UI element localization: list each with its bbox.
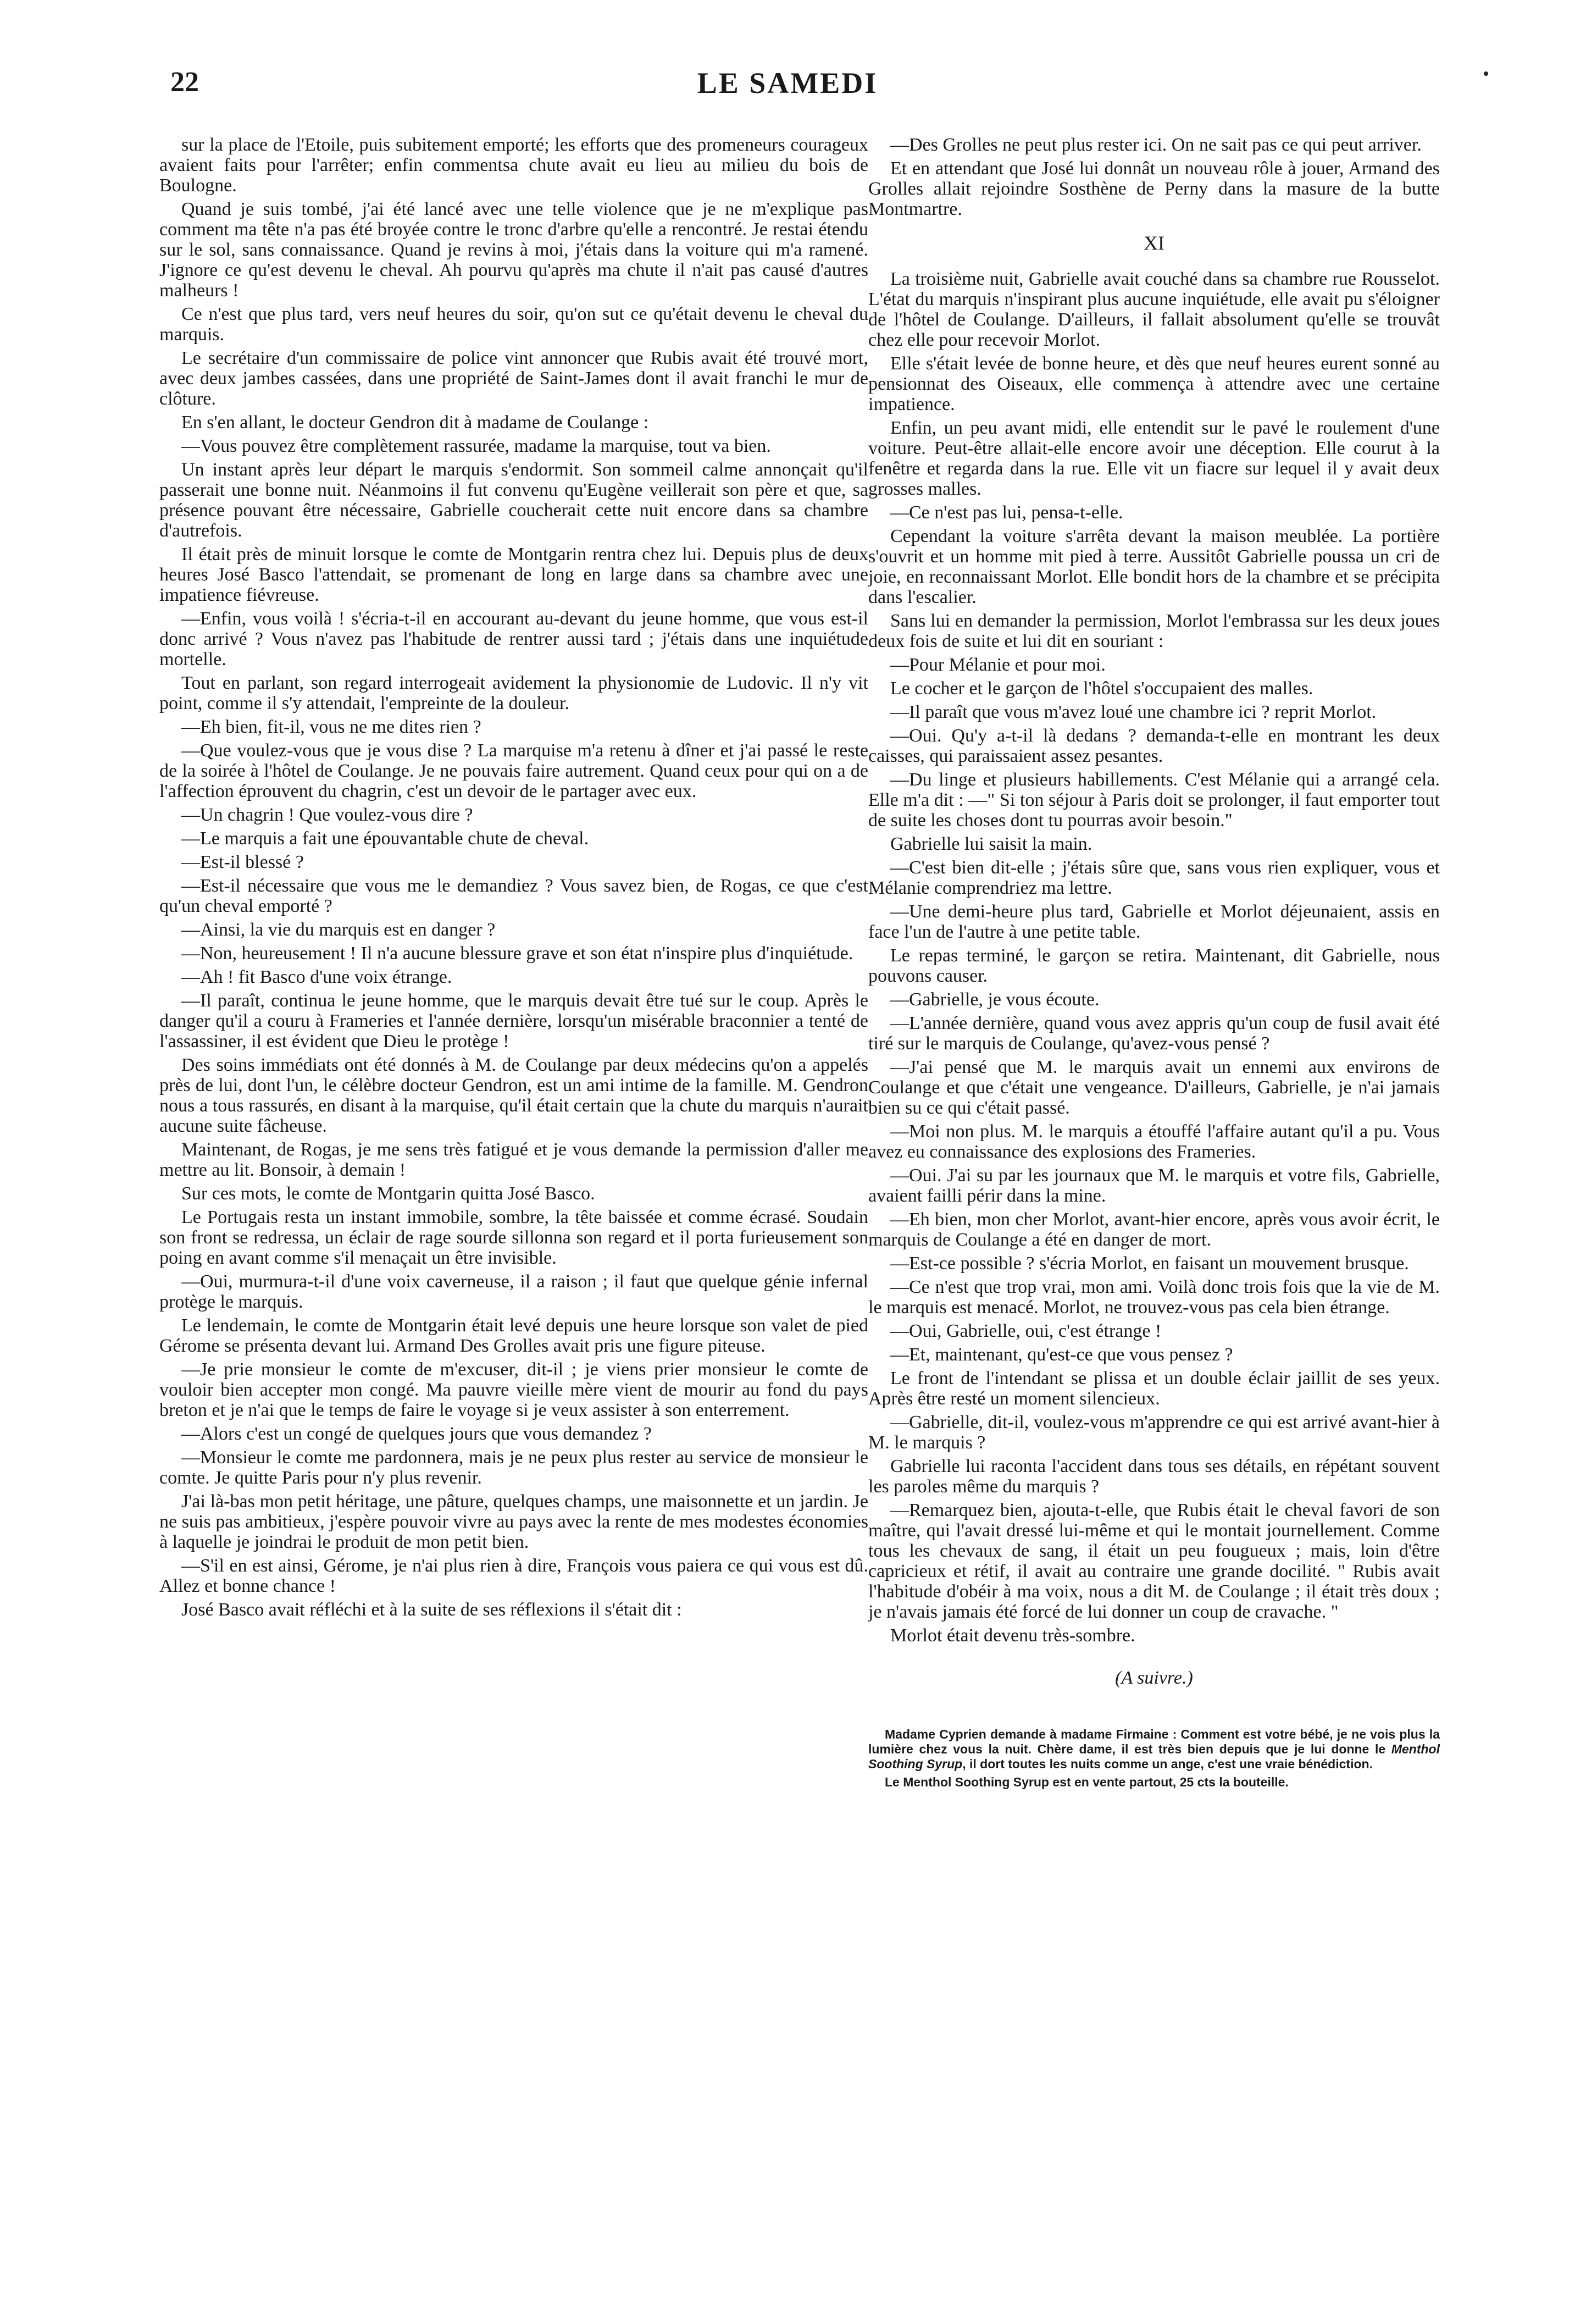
paragraph: —Remarquez bien, ajouta-t-elle, que Rubis était le cheval favori de son maître, qui l'avait dressé lui-même et qui le montait journellement. Comme tous les chevaux de sang, il était un peu fougueux ; mais, loin d'être capricieux et rétif, il avait au contraire une grande docilité. " Rubis avait l'habitude d'obéir à ma voix, nous a dit M. de Coulange ; il était très doux ; je n'avais jamais été forcé de lui donner un coup de cravache. " — [868, 1500, 1440, 1622]
page-number: 22 — [170, 67, 199, 98]
paragraph: —Gabrielle, dit-il, voulez-vous m'apprendre ce qui est arrivé avant-hier à M. le marquis ? — [868, 1412, 1440, 1453]
paragraph: —C'est bien dit-elle ; j'étais sûre que, sans vous rien expliquer, vous et Mélanie comprendriez ma lettre. — [868, 857, 1440, 898]
paragraph: Le repas terminé, le garçon se retira. Maintenant, dit Gabrielle, nous pouvons causer. — [868, 945, 1440, 986]
paragraph: En s'en allant, le docteur Gendron dit à madame de Coulange : — [181, 412, 649, 433]
paragraph: Elle s'était levée de bonne heure, et dès que neuf heures eurent sonné au pensionnat des Oiseaux, elle commença à attendre avec une certaine impatience. — [868, 353, 1440, 414]
paragraph: Enfin, un peu avant midi, elle entendit sur le pavé le roulement d'une voiture. Peut-être allait-elle encore avoir une déception. Elle courut à la fenêtre et regarda dans la rue. Elle vit un fiacre sur lequel il y avait deux grosses malles. — [868, 418, 1440, 499]
paragraph: La troisième nuit, Gabrielle avait couché dans sa chambre rue Rousselot. L'état du marquis n'inspirant plus aucune inquiétude, elle avait pu s'éloigner de l'hôtel de Coulange. D'ailleurs, il fallait absolument qu'elle se trouvât chez elle pour recevoir Morlot. — [868, 269, 1440, 350]
paragraph: Morlot était devenu très-sombre. — [890, 1625, 1135, 1646]
ad-text-end: , il dort toutes les nuits comme un ange, c'est une vraie bénédiction. — [962, 1757, 1373, 1771]
paragraph: Des soins immédiats ont été donnés à M. de Coulange par deux médecins qu'on a appelés près de lui, dont l'un, le célèbre docteur Gendron, est un ami intime de la famille. M. Gendron nous a tous rassurés, en disant à la marquise, qu'il était certain que la chute du marquis n'aurait aucune suite fâcheuse. — [159, 1055, 868, 1136]
paragraph: Le front de l'intendant se plissa et un double éclair jaillit de ses yeux. Après être resté un moment silencieux. — [868, 1368, 1440, 1409]
paragraph: Et en attendant que José lui donnât un nouveau rôle à jouer, Armand des Grolles allait rejoindre Sosthène de Perny dans la masure de la butte Montmartre. — [868, 158, 1440, 219]
paragraph: Quand je suis tombé, j'ai été lancé avec une telle violence que je ne m'explique pas comment ma tête n'a pas été broyée contre le tronc d'arbre qu'elle a rencontré. Je restai étendu sur le sol, sans connaissance. Quand je revins à moi, j'étais dans la voiture qui m'a ramené. J'ignore ce qu'est devenu le cheval. Ah pourvu qu'après ma chute il n'ait pas causé d'autres malheurs ! — [159, 199, 868, 301]
paragraph: —Une demi-heure plus tard, Gabrielle et Morlot déjeunaient, assis en face l'un de l'autre à une petite table. — [868, 901, 1440, 942]
page-header — [0, 66, 1575, 126]
paragraph: —Ainsi, la vie du marquis est en danger ? — [181, 920, 496, 940]
paragraph: —Le marquis a fait une épouvantable chute de cheval. — [181, 828, 589, 849]
paragraph: —Que voulez-vous que je vous dise ? La marquise m'a retenu à dîner et j'ai passé le reste de la soirée à l'hôtel de Coulange. Je ne pouvais faire autrement. Quand ceux pour qui on a de l'affection éprouvent du chagrin, c'est un devoir de le partager avec eux. — [159, 740, 868, 801]
ad-brand-name: Menthol Soothing Syrup — [868, 1742, 1440, 1771]
advertisement-price: Le Menthol Soothing Syrup est en vente partout, 25 cts la bouteille. — [885, 1775, 1289, 1789]
paragraph: —Eh bien, fit-il, vous ne me dites rien ? — [181, 717, 481, 737]
paragraph: Il était près de minuit lorsque le comte de Montgarin rentra chez lui. Depuis plus de deux heures José Basco l'attendait, se promenant de long en large dans sa chambre avec une impatience fiévreuse. — [159, 544, 868, 605]
paragraph: José Basco avait réfléchi et à la suite de ses réflexions il s'était dit : — [181, 1600, 682, 1620]
paragraph: —Alors c'est un congé de quelques jours que vous demandez ? — [181, 1424, 652, 1444]
ad-text-start: Madame Cyprien demande à madame Firmaine : Comment est votre bébé, je ne vois plus la lumière chez vous la nuit. Chère dame, il est très bien depuis que je lui donne le — [868, 1727, 1440, 1756]
paragraph: Gabrielle lui saisit la main. — [890, 834, 1092, 854]
paragraph: —Non, heureusement ! Il n'a aucune blessure grave et son état n'inspire plus d'inquiétude. — [181, 943, 853, 964]
paragraph: —S'il en est ainsi, Gérome, je n'ai plus rien à dire, François vous paiera ce qui vous est dû. Allez et bonne chance ! — [159, 1556, 868, 1596]
paragraph: —Il paraît que vous m'avez loué une chambre ici ? reprit Morlot. — [890, 702, 1377, 722]
paragraph: —Est-il nécessaire que vous me le demandiez ? Vous savez bien, de Rogas, ce que c'est qu'un cheval emporté ? — [159, 876, 868, 916]
paragraph: —Vous pouvez être complètement rassurée, madame la marquise, tout va bien. — [181, 436, 771, 456]
paragraph: —Oui. J'ai su par les journaux que M. le marquis et votre fils, Gabrielle, avaient failli périr dans la mine. — [868, 1165, 1440, 1206]
paragraph: —Des Grolles ne peut plus rester ici. On ne sait pas ce qui peut arriver. — [890, 135, 1422, 155]
chapter-heading: XI — [1144, 232, 1164, 254]
advertisement — [868, 1727, 1440, 1790]
paragraph: Le Portugais resta un instant immobile, sombre, la tête baissée et comme écrasé. Soudain son front se redressa, un éclair de rage sourde sillonna son regard et il porta furieusement son poing en avant comme s'il menaçait un être invisible. — [159, 1207, 868, 1268]
paragraph: Cependant la voiture s'arrêta devant la maison meublée. La portière s'ouvrit et un homme mit pied à terre. Aussitôt Gabrielle poussa un cri de joie, en reconnaissant Morlot. Elle bondit hors de la chambre et se précipita dans l'escalier. — [868, 526, 1440, 607]
paragraph: Le lendemain, le comte de Montgarin était levé depuis une heure lorsque son valet de pied Gérome se présenta devant lui. Armand Des Grolles avait pris une figure piteuse. — [159, 1315, 868, 1356]
paragraph: —Ah ! fit Basco d'une voix étrange. — [181, 967, 452, 987]
paragraph: —Moi non plus. M. le marquis a étouffé l'affaire autant qu'il a pu. Vous avez eu connaissance des explosions des Frameries. — [868, 1121, 1440, 1162]
left-column — [159, 135, 868, 1623]
paragraph: —Un chagrin ! Que voulez-vous dire ? — [181, 805, 473, 825]
paragraph: —Pour Mélanie et pour moi. — [890, 655, 1106, 675]
paragraph: Gabrielle lui raconta l'accident dans tous ses détails, en répétant souvent les paroles même du marquis ? — [868, 1456, 1440, 1497]
paragraph: Le secrétaire d'un commissaire de police vint annoncer que Rubis avait été trouvé mort, avec deux jambes cassées, dans une propriété de Saint-James dont il avait franchi le mur de clôture. — [159, 348, 868, 409]
paragraph: sur la place de l'Etoile, puis subitement emporté; les efforts que des promeneurs courageux avaient faits pour l'arrêter; enfin commentsa chute avait eu lieu au milieu du bois de Boulogne. — [159, 135, 868, 196]
paragraph: J'ai là-bas mon petit héritage, une pâture, quelques champs, une maisonnette et un jardin. Je ne suis pas ambitieux, j'espère pouvoir vivre au pays avec la rente de mes modestes économies à laquelle je joindrai le produit de mon petit bien. — [159, 1491, 868, 1552]
paragraph: —Monsieur le comte me pardonnera, mais je ne peux plus rester au service de monsieur le comte. Je quitte Paris pour n'y plus revenir. — [159, 1447, 868, 1488]
paragraph: —Est-ce possible ? s'écria Morlot, en faisant un mouvement brusque. — [890, 1253, 1409, 1274]
right-column-intro — [868, 135, 1440, 219]
journal-title: LE SAMEDI — [697, 67, 878, 99]
paragraph: —Du linge et plusieurs habillements. C'est Mélanie qui a arrangé cela. Elle m'a dit : —" Si ton séjour à Paris doit se prolonger, il faut emporter tout de suite les choses dont tu pourras avoir besoin." — [868, 770, 1440, 831]
paragraph: Ce n'est que plus tard, vers neuf heures du soir, qu'on sut ce qu'était devenu le cheval du marquis. — [159, 304, 868, 345]
paragraph: —J'ai pensé que M. le marquis avait un ennemi aux environs de Coulange et que c'était une vengeance. D'ailleurs, Gabrielle, je n'ai jamais bien su ce qui c'était passé. — [868, 1057, 1440, 1118]
right-column — [868, 135, 1440, 1793]
paragraph: —Ce n'est pas lui, pensa-t-elle. — [890, 502, 1123, 523]
paragraph: —Je prie monsieur le comte de m'excuser, dit-il ; je viens prier monsieur le comte de vouloir bien accepter mon congé. Ma pauvre vieille mère vient de mourir au fond du pays breton et je n'ai que le temps de faire le voyage si je veux assister à son enterrement. — [159, 1359, 868, 1420]
paragraph: —Enfin, vous voilà ! s'écria-t-il en accourant au-devant du jeune homme, que vous est-il donc arrivé ? Vous n'avez pas l'habitude de rentrer aussi tard ; j'étais dans une inquiétude mortelle. — [159, 608, 868, 669]
paragraph: —L'année dernière, quand vous avez appris qu'un coup de fusil avait été tiré sur le marquis de Coulange, qu'avez-vous pensé ? — [868, 1013, 1440, 1054]
paragraph: Tout en parlant, son regard interrogeait avidement la physionomie de Ludovic. Il n'y vit point, comme il s'y attendait, l'empreinte de la douleur. — [159, 673, 868, 713]
paragraph: —Oui, murmura-t-il d'une voix caverneuse, il a raison ; il faut que quelque génie infernal protège le marquis. — [159, 1271, 868, 1312]
paragraph: —Il paraît, continua le jeune homme, que le marquis devait être tué sur le coup. Après le danger qu'il a couru à Frameries et l'année dernière, lorsqu'un misérable braconnier a tenté de l'assassiner, il est évident que Dieu le protège ! — [159, 991, 868, 1052]
paragraph: Un instant après leur départ le marquis s'endormit. Son sommeil calme annonçait qu'il passerait une bonne nuit. Néanmoins il fut convenu qu'Eugène veillerait son père et que, sa présence pouvant être nécessaire, Gabrielle coucherait cette nuit encore dans sa chambre d'autrefois. — [159, 460, 868, 541]
paragraph: —Et, maintenant, qu'est-ce que vous pensez ? — [890, 1344, 1233, 1365]
paragraph: —Est-il blessé ? — [181, 852, 304, 872]
paragraph: —Ce n'est que trop vrai, mon ami. Voilà donc trois fois que la vie de M. le marquis est menacé. Morlot, ne trouvez-vous pas cela bien étrange. — [868, 1277, 1440, 1318]
advertisement-text — [868, 1727, 1440, 1772]
paragraph: —Gabrielle, je vous écoute. — [890, 989, 1100, 1010]
paragraph: Le cocher et le garçon de l'hôtel s'occupaient des malles. — [890, 678, 1313, 699]
paragraph: —Oui. Qu'y a-t-il là dedans ? demanda-t-elle en montrant les deux caisses, qui paraissaient assez pesantes. — [868, 726, 1440, 766]
paragraph: Sans lui en demander la permission, Morlot l'embrassa sur les deux joues deux fois de suite et lui dit en souriant : — [868, 611, 1440, 651]
ink-dot — [1484, 71, 1488, 76]
to-be-continued: (A suivre.) — [1115, 1668, 1193, 1688]
paragraph: —Eh bien, mon cher Morlot, avant-hier encore, après vous avoir écrit, le marquis de Coulange a été en danger de mort. — [868, 1209, 1440, 1250]
paragraph: —Oui, Gabrielle, oui, c'est étrange ! — [890, 1321, 1162, 1341]
right-column-chapter-text — [868, 269, 1440, 1646]
paragraph: Sur ces mots, le comte de Montgarin quitta José Basco. — [181, 1183, 595, 1204]
paragraph: Maintenant, de Rogas, je me sens très fatigué et je vous demande la permission d'aller me mettre au lit. Bonsoir, à demain ! — [159, 1139, 868, 1180]
